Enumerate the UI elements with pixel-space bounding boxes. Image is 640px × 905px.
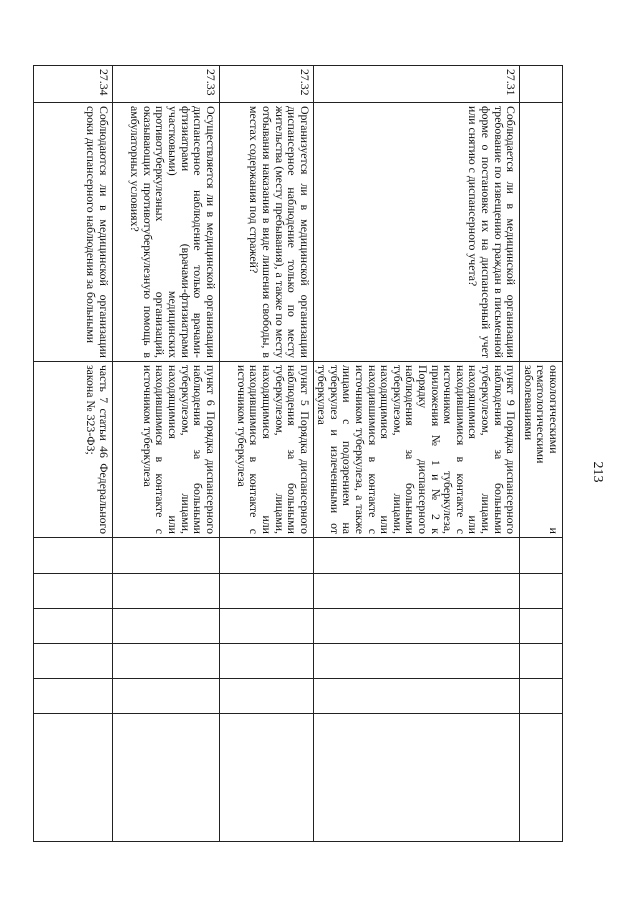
table-row bbox=[219, 66, 313, 842]
empty-cell bbox=[33, 609, 112, 644]
checklist-table bbox=[33, 65, 563, 842]
empty-cell bbox=[520, 538, 563, 574]
empty-cell bbox=[219, 679, 313, 714]
empty-cell bbox=[313, 714, 520, 842]
reference-cell: пункт 5 Порядка диспансерного наблюдения за больными туберкулезом, лицами, находящимися или находившимися в контакте с источником туберкулеза bbox=[219, 362, 313, 538]
empty-cell bbox=[112, 714, 219, 842]
empty-cell bbox=[112, 644, 219, 679]
empty-cell bbox=[520, 714, 563, 842]
reference-cell: пункт 6 Порядка диспансерного наблюдения за больными туберкулезом, лицами, находящимися или находившимися в контакте с источником туберкулеза bbox=[112, 362, 219, 538]
question-cell: Осуществляется ли в медицинской организации диспансерное наблюдение только врачами-фтизиатрами (врачами-фтизиатрами участковыми) медицинских противотуберкулезных организаций, оказывающих противотуберкулезную помощь в амбулаторных условиях? bbox=[112, 103, 219, 362]
empty-cell bbox=[219, 644, 313, 679]
empty-cell bbox=[520, 679, 563, 714]
empty-cell bbox=[313, 574, 520, 609]
table-row bbox=[313, 66, 520, 842]
row-number-cell bbox=[520, 66, 563, 103]
empty-cell bbox=[520, 644, 563, 679]
empty-cell bbox=[219, 609, 313, 644]
empty-cell bbox=[219, 714, 313, 842]
empty-cell bbox=[33, 679, 112, 714]
document-table-container bbox=[65, 65, 563, 841]
empty-cell bbox=[33, 574, 112, 609]
row-number-cell: 27.31 bbox=[313, 66, 520, 103]
empty-cell bbox=[313, 538, 520, 574]
empty-cell bbox=[520, 574, 563, 609]
row-number-cell: 27.32 bbox=[219, 66, 313, 103]
table-row bbox=[33, 66, 112, 842]
question-cell: Соблюдается ли в медицинской организации требование по извещению граждан в письменной форме о постановке их на диспансерный учет или снятию с диспансерного учета? bbox=[313, 103, 520, 362]
empty-cell bbox=[112, 574, 219, 609]
question-cell bbox=[520, 103, 563, 362]
reference-cell: пункт 9 Порядка диспансерного наблюдения за больными туберкулезом, лицами, находящимися или находившимися в контакте с источником туберкулеза, приложения № 1 и № 2 к Порядку диспансерного наблюдения за больными туберкулезом, лицами, находящимися или находившимися в контакте с источником туберкулеза, а также лицами с подозрением на туберкулез и излеченными от туберкулеза bbox=[313, 362, 520, 538]
empty-cell bbox=[313, 644, 520, 679]
question-cell: Соблюдаются ли в медицинской организации сроки диспансерного наблюдения за больными bbox=[33, 103, 112, 362]
empty-cell bbox=[219, 538, 313, 574]
empty-cell bbox=[112, 679, 219, 714]
empty-cell bbox=[33, 644, 112, 679]
empty-cell bbox=[313, 609, 520, 644]
empty-cell bbox=[219, 574, 313, 609]
page-number: 213 bbox=[590, 461, 605, 483]
empty-cell bbox=[112, 538, 219, 574]
empty-cell bbox=[112, 609, 219, 644]
empty-cell bbox=[33, 538, 112, 574]
row-number-cell: 27.33 bbox=[112, 66, 219, 103]
row-number-cell: 27.34 bbox=[33, 66, 112, 103]
reference-cell: часть 7 статьи 46 Федерального закона № 323-ФЗ; bbox=[33, 362, 112, 538]
empty-cell bbox=[313, 679, 520, 714]
empty-cell bbox=[520, 609, 563, 644]
table-row bbox=[520, 66, 563, 842]
reference-cell: онкологическими и гематологическими заболеваниями bbox=[520, 362, 563, 538]
table-row bbox=[112, 66, 219, 842]
empty-cell bbox=[33, 714, 112, 842]
question-cell: Организуется ли в медицинской организации диспансерное наблюдение только по месту жительства (месту пребывания), а также по месту отбывания наказания в виде лишения свободы, в местах содержания под стражей? bbox=[219, 103, 313, 362]
